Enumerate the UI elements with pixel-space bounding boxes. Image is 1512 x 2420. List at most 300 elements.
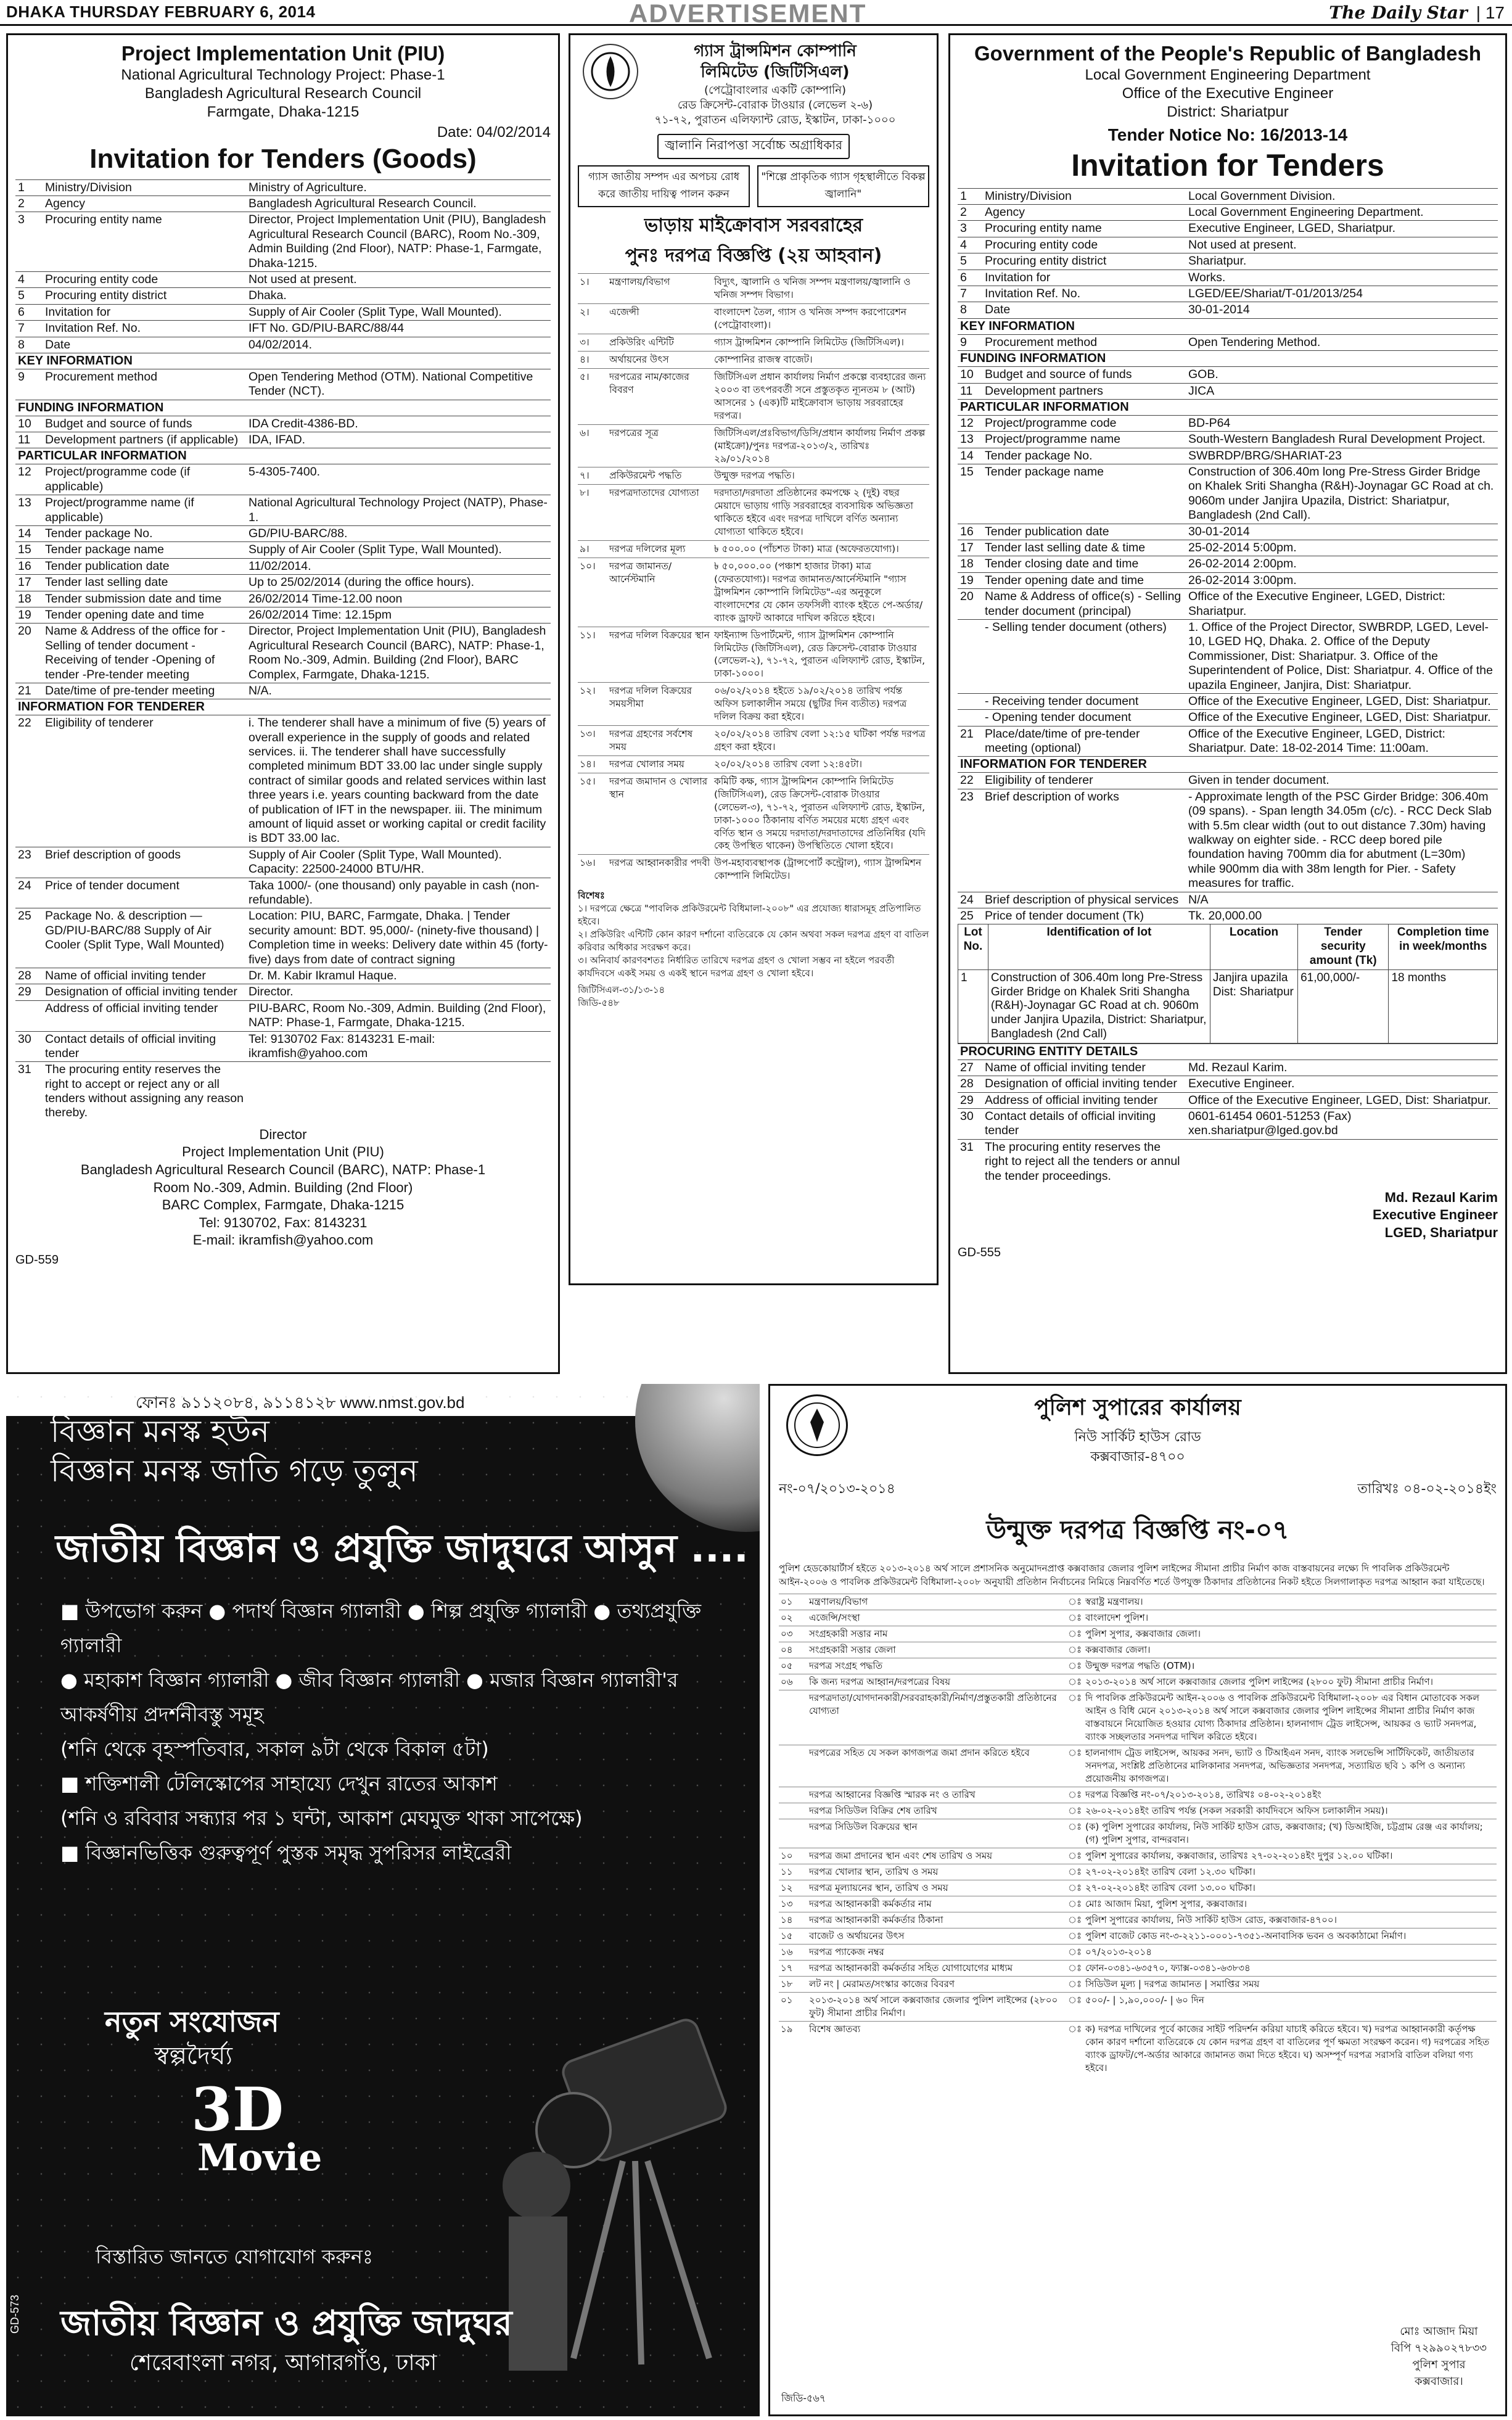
table-row	[958, 773, 1498, 789]
table-row	[779, 1658, 1497, 1674]
row-label: Tender package No.	[982, 448, 1186, 464]
table-row	[958, 1108, 1498, 1139]
row-label: দরপত্র গ্রহণের সর্বশেষ সময়	[607, 726, 712, 756]
row-value: i. The tenderer shall have a minimum of five (5) years of overall experience in the supply of goods and related services. ii. The tenderer shall have successfully completed minimum BDT 33.00 lac under single supply contract of similar goods and related services within last three years i.e. years counting backward from the date of publication of IFT in the newspaper. iii. The minimum amount of liquid asset or working capital or credit facility is BDT 33.00 lac.	[246, 715, 551, 847]
sci-contact-label: বিস্তারিত জানতে যোগাযোগ করুনঃ	[96, 2245, 374, 2268]
table-row	[958, 188, 1498, 204]
table-row	[779, 1594, 1497, 1610]
lged-lot-table	[958, 924, 1498, 1043]
row-label: Budget and source of funds	[43, 416, 246, 432]
piu-date: Date: 04/02/2014	[437, 123, 551, 141]
row-label: দরপত্র খোলার সময়	[607, 755, 712, 773]
row-label: Brief description of works	[982, 789, 1186, 892]
row-value: Not used at present.	[246, 271, 551, 287]
row-value: South-Western Bangladesh Rural Development Project.	[1186, 432, 1498, 448]
row-label: এজেন্সী	[607, 304, 712, 334]
row-value: Local Government Division.	[1186, 188, 1498, 204]
text-line: Director	[259, 1126, 307, 1142]
row-number: ১১	[779, 1864, 807, 1880]
row-value: IFT No. GD/PIU-BARC/88/44	[246, 321, 551, 337]
gtcl-table	[578, 273, 929, 884]
lot-head-1: Identification of lot	[988, 924, 1210, 969]
table-row	[779, 1819, 1497, 1848]
row-value: Given in tender document.	[1186, 773, 1498, 789]
row-number: 25	[15, 908, 43, 968]
lot-cell-1: Construction of 306.40m long Pre-Stress Girder Bridge on Khalek Sriti Shangha (R&H)-Joynagar GC Road at ch. 9060m under Janjira Upazila, District: Shariatpur, Bangladesh (2nd Call)	[988, 969, 1210, 1043]
row-label: Eligibility of tenderer	[43, 715, 246, 847]
table-row	[15, 607, 551, 623]
row-label: বাজেট ও অর্থায়নের উৎস	[807, 1928, 1066, 1945]
row-label: Ministry/Division	[982, 188, 1186, 204]
row-number: ৪।	[578, 352, 607, 369]
police-office-title: পুলিশ সুপারের কার্যালয়	[1034, 1395, 1241, 1420]
row-value	[246, 1062, 551, 1121]
row-number: 6	[958, 270, 982, 286]
text-line: Bangladesh Agricultural Research Council (BARC), NATP: Phase-1	[80, 1162, 486, 1178]
row-label: দরপত্র দলিলের মূল্য	[607, 541, 712, 558]
lged-section-part: PARTICULAR INFORMATION	[958, 399, 1498, 415]
row-value: পুলিশ সুপার, কক্সবাজার জেলা।	[1083, 1626, 1497, 1642]
row-label: Invitation for	[982, 270, 1186, 286]
row-value: National Agricultural Technology Project (NATP), Phase-1.	[246, 495, 551, 526]
text-line: কক্সবাজার।	[1415, 2375, 1463, 2388]
piu-table-5	[15, 715, 551, 1121]
gtcl-sub3: ৭১-৭২, পুরাতন এলিফ্যান্ট রোড, ইস্কাটন, ঢাকা-১০০০	[654, 113, 896, 127]
row-number: 30	[958, 1108, 982, 1139]
row-number: 22	[958, 773, 982, 789]
row-label: দরপত্র জমা প্রদানের স্থান এবং শেষ তারিখ ও সময়	[807, 1848, 1066, 1864]
table-row	[15, 304, 551, 320]
table-row	[15, 369, 551, 399]
lot-head-0: Lot No.	[958, 924, 988, 969]
page-header	[0, 0, 1512, 26]
table-row	[779, 1864, 1497, 1880]
row-value: Local Government Engineering Department.	[1186, 204, 1498, 220]
row-label: দরপত্রদাতা/যোগদানকারী/সরবরাহকারী/নির্মাণ/প্রস্তুতকারী প্রতিষ্ঠানের যোগ্যতা	[807, 1690, 1066, 1745]
table-row	[578, 627, 929, 683]
row-value: Director, Project Implementation Unit (PIU), Bangladesh Agricultural Research Council (BARC), NATP: Phase-1, Room No.-309, Admin. Building (2nd Floor), BARC Complex, Farmgate, Dhaka-1215.	[246, 624, 551, 683]
row-label: ২০১৩-২০১৪ অর্থ সালে কক্সবাজার জেলার পুলিশ লাইন্সের (২৮০০ ফুট) সীমানা প্রাচীর নির্মাণ।	[807, 1993, 1066, 2022]
row-number	[779, 1787, 807, 1803]
row-label: মন্ত্রণালয়/বিভাগ	[807, 1594, 1066, 1610]
table-row	[779, 1626, 1497, 1642]
row-number: ১০।	[578, 558, 607, 627]
row-label: Procuring entity district	[982, 253, 1186, 270]
row-value: ফোন-০৩৪১-৬৩৫৭০, ফ্যাক্স-০৩৪১-৬৩৮৩৪	[1083, 1961, 1497, 1977]
row-value: 30-01-2014	[1186, 302, 1498, 318]
row-number: 8	[15, 337, 43, 353]
sci-line-5: ■ শক্তিশালী টেলিস্কোপের সাহায্যে দেখুন রাতের আকাশ	[60, 1772, 498, 1795]
lot-cell-0: 1	[958, 969, 988, 1043]
row-label: Procurement method	[982, 334, 1186, 350]
table-row	[15, 715, 551, 847]
row-label: লট নং | মেরামত/সংস্কার কাজের বিবরণ	[807, 1977, 1066, 1993]
piu-section-tenderer: INFORMATION FOR TENDERER	[15, 699, 551, 715]
gtcl-title-2: পুনঃ দরপত্র বিজ্ঞপ্তি (২য় আহবান)	[625, 244, 882, 266]
table-row	[779, 1803, 1497, 1819]
row-number: ১০	[779, 1848, 807, 1864]
table-row	[779, 1880, 1497, 1896]
table-row	[578, 755, 929, 773]
row-value: Supply of Air Cooler (Split Type, Wall Mounted).	[246, 542, 551, 558]
table-row	[958, 432, 1498, 448]
row-number: 24	[15, 878, 43, 908]
table-row	[779, 1961, 1497, 1977]
table-row	[15, 908, 551, 968]
row-label: Invitation Ref. No.	[43, 321, 246, 337]
table-row	[958, 464, 1498, 524]
table-row	[958, 619, 1498, 693]
text-line: মোঃ আজাদ মিয়া	[1400, 2325, 1478, 2338]
table-row	[958, 524, 1498, 540]
piu-sub1: National Agricultural Technology Project: Phase-1	[121, 66, 445, 83]
row-label: Date	[43, 337, 246, 353]
row-number: 28	[958, 1076, 982, 1092]
row-value: 25-02-2014 5:00pm.	[1186, 540, 1498, 556]
gtcl-logo-icon	[583, 44, 638, 99]
row-number: ০৬	[779, 1674, 807, 1690]
row-value: কক্সবাজার জেলা।	[1083, 1642, 1497, 1658]
table-row	[578, 855, 929, 884]
text-line: LGED, Shariatpur	[1384, 1225, 1498, 1241]
table-row	[15, 968, 551, 984]
row-value: JICA	[1186, 383, 1498, 399]
table-row	[779, 1977, 1497, 1993]
row-value: Taka 1000/- (one thousand) only payable in cash (non-refundable).	[246, 878, 551, 908]
table-row	[15, 984, 551, 1000]
row-value: 5-4305-7400.	[246, 464, 551, 495]
row-label: Tender submission date and time	[43, 591, 246, 607]
row-value: Office of the Executive Engineer, LGED, Dist: Shariatpur.	[1186, 1092, 1498, 1108]
sci-footer-contact: ফোনঃ ৯১১২০৮৪, ৯১১৪১২৮ www.nmst.gov.bd	[6, 1384, 760, 1416]
table-row	[578, 726, 929, 756]
table-row	[779, 1690, 1497, 1745]
row-value: BD-P64	[1186, 415, 1498, 431]
gtcl-ref2: জিডি-৫৪৮	[578, 997, 620, 1009]
table-row	[779, 1848, 1497, 1864]
row-label: Package No. & description — GD/PIU-BARC/88 Supply of Air Cooler (Split Type, Wall Mounted)	[43, 908, 246, 968]
lged-sub2: Office of the Executive Engineer	[1122, 84, 1334, 102]
table-row	[15, 683, 551, 699]
row-number: ১২	[779, 1880, 807, 1896]
table-row	[779, 1993, 1497, 2022]
table-row	[578, 467, 929, 485]
row-value: ০৭/২০১৩-২০১৪	[1083, 1945, 1497, 1961]
piu-tender-notice	[6, 33, 560, 1374]
table-row	[779, 1674, 1497, 1690]
row-number: 7	[15, 321, 43, 337]
text-line: Executive Engineer	[1373, 1207, 1498, 1223]
table-row	[15, 416, 551, 432]
gtcl-title-1: ভাড়ায় মাইক্রোবাস সরবরাহের	[644, 215, 863, 237]
table-row	[779, 1745, 1497, 1787]
piu-title: Invitation for Tenders (Goods)	[89, 143, 477, 174]
row-label: Name & Address of office(s) - Selling tender document (principal)	[982, 589, 1186, 620]
row-value: দরপত্র বিজ্ঞপ্তি নং-০৭/২০১৩-২০১৪, তারিখঃ ০৪-০২-২০১৪ইং	[1083, 1787, 1497, 1803]
table-row	[958, 237, 1498, 253]
row-label: দরপত্রের নাম/কাজের বিবরণ	[607, 369, 712, 425]
table-row	[15, 526, 551, 542]
table-row	[15, 624, 551, 683]
row-number: ৬।	[578, 424, 607, 467]
piu-signature	[15, 1126, 551, 1249]
row-number: 20	[15, 624, 43, 683]
row-number: ২।	[578, 304, 607, 334]
sci-line-1: ■ উপভোগ করুন ● পদার্থ বিজ্ঞান গ্যালারী ● শিল্প প্রযুক্তি গ্যালারী ● তথ্যপ্রযুক্তি গ্যালারী	[60, 1599, 702, 1657]
sci-line-3: আকর্ষণীয় প্রদর্শনীবস্তু সমূহ	[60, 1703, 264, 1726]
row-number: 31	[15, 1062, 43, 1121]
row-label: দরপত্রের সূত্র	[607, 424, 712, 467]
row-value: Director, Project Implementation Unit (PIU), Bangladesh Agricultural Research Council (BARC), Room No.-309, Admin Building (2nd Floor), NATP: Phase-1, Farmgate, Dhaka-1215.	[246, 212, 551, 272]
table-row	[958, 448, 1498, 464]
lged-tender-notice	[948, 33, 1507, 1374]
gtcl-notes-heading: বিশেষঃ	[578, 890, 605, 902]
row-number: ১৬	[779, 1945, 807, 1961]
lged-section-fund: FUNDING INFORMATION	[958, 350, 1498, 366]
row-label: Contact details of official inviting tender	[982, 1108, 1186, 1139]
sci-new-addition: নতুন সংযোজন	[105, 2005, 279, 2038]
table-row	[578, 334, 929, 352]
piu-section-part: PARTICULAR INFORMATION	[15, 448, 551, 464]
row-value: ক) দরপত্র দাখিলের পূর্বে কাজের সাইট পরিদর্শন করিয়া যাচাই করিতে হইবে। খ) দরপত্র আহ্বানকারী কর্তৃপক্ষ কোন কারণ দর্শানো ব্যতিরেকে যে কোন দরপত্র গ্রহণ বা বাতিলের পূর্ণ ক্ষমতা সংরক্ষণ করেন। গ) দরপত্রের সহিত ব্যাংক ড্রাফট/পে-অর্ডার আকারে জামানত জমা দিতে হইবে। ঘ) অসম্পূর্ণ দরপত্র সরাসরি বাতিল বলিয়া গণ্য হইবে।	[1083, 2022, 1497, 2076]
row-separator: ঃ	[1066, 1977, 1083, 1993]
row-number: ১৮	[779, 1977, 807, 1993]
table-row	[779, 1610, 1497, 1626]
row-value: 26-02-2014 2:00pm.	[1186, 556, 1498, 572]
lged-section-proc: PROCURING ENTITY DETAILS	[958, 1043, 1498, 1060]
table-row	[15, 1031, 551, 1062]
row-number	[779, 1745, 807, 1787]
table-row	[958, 253, 1498, 270]
row-number: 19	[15, 607, 43, 623]
row-number: 31	[958, 1139, 982, 1184]
lged-tender-no: Tender Notice No: 16/2013-14	[1107, 125, 1348, 144]
text-line: BARC Complex, Farmgate, Dhaka-1215	[162, 1197, 405, 1213]
row-value: পুলিশ বাজেট কোড নং-৩-২২১১-০০০১-৭৩৫১-অনাবাসিক ভবন ও অবকাঠামো নির্মাণ।	[1083, 1928, 1497, 1945]
table-row	[15, 179, 551, 195]
police-signature	[1391, 2323, 1487, 2390]
police-road: নিউ সার্কিট হাউস রোড	[1074, 1430, 1201, 1445]
table-row	[578, 424, 929, 467]
row-label: দরপত্রের সহিত যে সকল কাগজপত্র জমা প্রদান করিতে হইবে	[807, 1745, 1066, 1787]
row-label: Procuring entity name	[43, 212, 246, 272]
lot-cell-4: 18 months	[1389, 969, 1498, 1043]
sci-address: শেরেবাংলা নগর, আগারগাঁও, ঢাকা	[129, 2350, 437, 2376]
row-label: Invitation Ref. No.	[982, 286, 1186, 302]
row-value: জিটিসিএল/প্রঃবিভাগ/ডিসি/প্রধান কার্যালয় নির্মাণ প্রকল্প (মাইক্রো)/পুনঃ দরপত্র-২০১৩/২, তারিখঃ ২৯/০১/২০১৪	[712, 424, 929, 467]
row-number	[15, 1000, 43, 1031]
gtcl-name-1: গ্যাস ট্রান্সমিশন কোম্পানি	[694, 42, 857, 60]
row-label: বিশেষ জ্ঞাতব্য	[807, 2022, 1066, 2076]
row-label: Tender last selling date & time	[982, 540, 1186, 556]
row-label: Procuring entity code	[43, 271, 246, 287]
row-number: 8	[958, 302, 982, 318]
row-label: Development partners (if applicable)	[43, 432, 246, 448]
gtcl-sub2: রেড ক্রিসেন্ট-বোরাক টাওয়ার (লেভেল ২-৬)	[677, 98, 873, 112]
row-value: Tel: 9130702 Fax: 8143231 E-mail: ikramfish@yahoo.com	[246, 1031, 551, 1062]
row-label: সংগ্রহকারী সত্তার নাম	[807, 1626, 1066, 1642]
table-row	[958, 334, 1498, 350]
row-value: হালনাগাদ ট্রেড লাইসেন্স, আয়কর সনদ, ভ্যাট ও টিআইএন সনদ, ব্যাংক সলভেন্সি সার্টিফিকেট, জাতীয়তার সনদপত্র, সংশ্লিষ্ট প্রতিষ্ঠানের মালিকানার সনদপত্র, অভিজ্ঞতার সনদপত্র, সত্যায়িত ছবি ১ কপি ও অন্যান্য প্রয়োজনীয় কাগজপত্র।	[1083, 1745, 1497, 1787]
row-label: Tender publication date	[982, 524, 1186, 540]
table-row	[15, 271, 551, 287]
table-row	[958, 415, 1498, 431]
table-row	[15, 591, 551, 607]
table-row	[958, 1060, 1498, 1076]
table-row	[958, 383, 1498, 399]
row-label: Place/date/time of pre-tender meeting (optional)	[982, 726, 1186, 756]
row-label: Tender closing date and time	[982, 556, 1186, 572]
row-number: 27	[958, 1060, 982, 1076]
row-number: 1	[15, 179, 43, 195]
row-number: 5	[15, 288, 43, 304]
row-value: ২০/০২/২০১৪ তারিখ বেলা ১২:৪৫টা।	[712, 755, 929, 773]
row-number: 18	[958, 556, 982, 572]
row-number: 23	[958, 789, 982, 892]
row-number: 25	[958, 908, 982, 924]
lot-cell-2: Janjira upazila Dist: Shariatpur	[1210, 969, 1297, 1043]
lged-title: Invitation for Tenders	[1071, 147, 1384, 183]
police-ref: জিডি-৫৬৭	[781, 2392, 826, 2404]
row-number: 24	[958, 892, 982, 908]
police-memo-no: নং-০৭/২০১৩-২০১৪	[779, 1481, 895, 1497]
sci-ref: GD-573	[9, 2294, 21, 2334]
sci-museum-name: জাতীয় বিজ্ঞান ও প্রযুক্তি জাদুঘর	[60, 2303, 512, 2344]
table-row	[779, 1928, 1497, 1945]
row-separator: ঃ	[1066, 1961, 1083, 1977]
page-number: 17	[1485, 3, 1505, 22]
row-number: 16	[958, 524, 982, 540]
row-value: ২৬-০২-২০১৪ইং তারিখ পর্যন্ত (সকল সরকারী কার্যদিবসে অফিস চলাকালীন সময়)।	[1083, 1803, 1497, 1819]
row-number: 9	[15, 369, 43, 399]
row-value: বাংলাদেশ পুলিশ।	[1083, 1610, 1497, 1626]
lged-org: Government of the People's Republic of Bangladesh	[974, 42, 1481, 65]
row-value: দরদাতা/দরদাতা প্রতিষ্ঠানের কমপক্ষে ২ (দুই) বছর মেয়াদে ভাড়ায় গাড়ি সরবরাহের ব্যবসায়িক অভিজ্ঞতা থাকিতে হইবে এবং দরপত্র দাখিলে বর্ণিত অন্যান্য যোগ্যতা থাকিতে হইবে।	[712, 485, 929, 541]
masthead-block: The Daily Star | 17	[1329, 2, 1505, 23]
row-separator: ঃ	[1066, 1945, 1083, 1961]
sci-short-film: স্বল্পদৈর্ঘ্য	[154, 2042, 233, 2070]
row-number: 11	[958, 383, 982, 399]
row-number	[779, 1690, 807, 1745]
row-number	[958, 619, 982, 693]
row-label: Tender package name	[982, 464, 1186, 524]
row-number: 29	[958, 1092, 982, 1108]
table-row	[15, 321, 551, 337]
gtcl-tender-notice	[569, 33, 939, 1285]
row-label: Name of official inviting tender	[43, 968, 246, 984]
row-value: কমিটি কক্ষ, গ্যাস ট্রান্সমিশন কোম্পানি লিমিটেড (জিটিসিএল), রেড ক্রিসেন্ট-বোরাক টাওয়ার (লেভেল-৩), ৭১-৭২, পুরাতন এলিফ্যান্ট রোড, ইস্কাটন, ঢাকা-১০০০ ঠিকানায় বর্ণিত সময়ের মধ্যে গ্রহণ এবং বর্ণিত স্থান ও সময়ে দরদাতা/দরদাতাদের প্রতিনিধির (যদি কেহ উপস্থিত থাকেন) উপস্থিতিতে খোলা হইবে।	[712, 773, 929, 855]
row-value: 0601-61454 0601-51253 (Fax) xen.shariatpur@lged.gov.bd	[1186, 1108, 1498, 1139]
table-row	[958, 540, 1498, 556]
row-value: Dhaka.	[246, 288, 551, 304]
lot-cell-3: 61,00,000/-	[1298, 969, 1389, 1043]
science-museum-ad	[6, 1384, 760, 2416]
row-separator: ঃ	[1066, 1819, 1083, 1848]
table-row	[15, 495, 551, 526]
dateline: DHAKA THURSDAY FEBRUARY 6, 2014	[6, 2, 316, 21]
row-label: Procuring entity district	[43, 288, 246, 304]
lged-section-key: KEY INFORMATION	[958, 318, 1498, 334]
table-row	[958, 286, 1498, 302]
row-number: ১৫।	[578, 773, 607, 855]
row-label: সংগ্রহকারী সত্তার জেলা	[807, 1642, 1066, 1658]
row-number: ১৫	[779, 1928, 807, 1945]
police-city: কক্সবাজার-৪৭০০	[1090, 1449, 1185, 1465]
row-label: দরপত্রদাতাদের যোগ্যতা	[607, 485, 712, 541]
row-number: 10	[958, 367, 982, 383]
text-line: বিপি ৭২৯৯০২৭৮৩৩	[1391, 2342, 1487, 2355]
row-value: IDA Credit-4386-BD.	[246, 416, 551, 432]
gtcl-ref1: জিটিসিএল-৩১/১৩-১৪	[578, 984, 665, 996]
row-label: Budget and source of funds	[982, 367, 1186, 383]
row-value: উন্মুক্ত দরপত্র পদ্ধতি (OTM)।	[1083, 1658, 1497, 1674]
row-value: Supply of Air Cooler (Split Type, Wall Mounted).	[246, 304, 551, 320]
row-number	[958, 693, 982, 709]
sci-line-2: ● মহাকাশ বিজ্ঞান গ্যালারী ● জীব বিজ্ঞান গ্যালারী ● মজার বিজ্ঞান গ্যালারী'র	[60, 1668, 678, 1692]
table-row	[779, 1896, 1497, 1912]
table-row	[578, 485, 929, 541]
row-number: 17	[15, 575, 43, 591]
row-label: দরপত্র মূল্যায়নের স্থান, তারিখ ও সময়	[807, 1880, 1066, 1896]
table-row	[958, 908, 1498, 924]
row-number: 13	[15, 495, 43, 526]
row-label: দরপত্র সংগ্রহ পদ্ধতি	[807, 1658, 1066, 1674]
telescope-image	[499, 2001, 734, 2371]
text-line: ২। প্রকিউরিং এন্টিটি কোন কারণ দর্শানো ব্যতিরেকে যে কোন অথবা সকল দরপত্র গ্রহণ বা বাতিল করিবার অধিকার সংরক্ষণ করে।	[578, 929, 929, 953]
row-value: মোঃ আজাদ মিয়া, পুলিশ সুপার, কক্সবাজার।	[1083, 1896, 1497, 1912]
piu-table-2	[15, 369, 551, 400]
row-value: উন্মুক্ত দরপত্র পদ্ধতি।	[712, 467, 929, 485]
table-row	[15, 542, 551, 558]
row-number: 30	[15, 1031, 43, 1062]
row-value: 26/02/2014 Time: 12.15pm	[246, 607, 551, 623]
table-row	[578, 352, 929, 369]
row-value: ফাইন্যান্স ডিপার্টমেন্ট, গ্যাস ট্রান্সমিশন কোম্পানি লিমিটেড (জিটিসিএল), রেড ক্রিসেন্ট-বোরাক টাওয়ার (লেভেল-২), ৭১-৭২, পুরাতন এলিফ্যান্ট রোড, ইস্কাটন, ঢাকা-১০০০।	[712, 627, 929, 683]
row-label: Date	[982, 302, 1186, 318]
row-value: পুলিশ সুপারের কার্যালয়, কক্সবাজার, তারিখঃ ২৭-০২-২০১৪ইং দুপুর ১২.০০ ঘটিকা।	[1083, 1848, 1497, 1864]
row-value: 30-01-2014	[1186, 524, 1498, 540]
sci-slogan-2: বিজ্ঞান মনস্ক জাতি গড়ে তুলুন	[51, 1453, 418, 1489]
row-value: স্বরাষ্ট্র মন্ত্রণালয়।	[1083, 1594, 1497, 1610]
row-label: Procurement method	[43, 369, 246, 399]
table-row	[578, 304, 929, 334]
gtcl-sub1: (পেট্রোবাংলার একটি কোম্পানি)	[704, 83, 847, 97]
piu-table-3	[15, 416, 551, 448]
row-value: ২০১৩-২০১৪ অর্থ সালে কক্সবাজার জেলার পুলিশ লাইন্সের (২৮০০ ফুট) সীমানা প্রাচীর নির্মাণ।	[1083, 1674, 1497, 1690]
row-value: ০৬/০২/২০১৪ হইতে ১৯/০২/২০১৪ তারিখ পর্যন্ত অফিস চলাকালীন সময়ে (ছুটির দিন ব্যতীত) দরপত্র দলিল বিক্রয় করা হইবে।	[712, 683, 929, 726]
row-number: 14	[15, 526, 43, 542]
row-separator: ঃ	[1066, 1803, 1083, 1819]
table-row	[958, 302, 1498, 318]
row-value: গ্যাস ট্রান্সমিশন কোম্পানি লিমিটেড (জিটিসিএল)।	[712, 334, 929, 352]
row-label: - Receiving tender document	[982, 693, 1186, 709]
police-title: উন্মুক্ত দরপত্র বিজ্ঞপ্তি নং-০৭	[986, 1514, 1289, 1545]
row-separator: ঃ	[1066, 1787, 1083, 1803]
row-number: 2	[15, 195, 43, 212]
row-number: ০৩	[779, 1626, 807, 1642]
row-label: Eligibility of tenderer	[982, 773, 1186, 789]
row-number: 7	[958, 286, 982, 302]
text-line: Md. Rezaul Karim	[1384, 1189, 1498, 1205]
table-row	[15, 195, 551, 212]
piu-ref: GD-559	[15, 1253, 59, 1267]
row-number: 3	[15, 212, 43, 272]
row-number: 18	[15, 591, 43, 607]
row-label: Brief description of goods	[43, 847, 246, 878]
row-separator: ঃ	[1066, 1626, 1083, 1642]
row-number: ৭।	[578, 467, 607, 485]
row-value: Tk. 20,000.00	[1186, 908, 1498, 924]
